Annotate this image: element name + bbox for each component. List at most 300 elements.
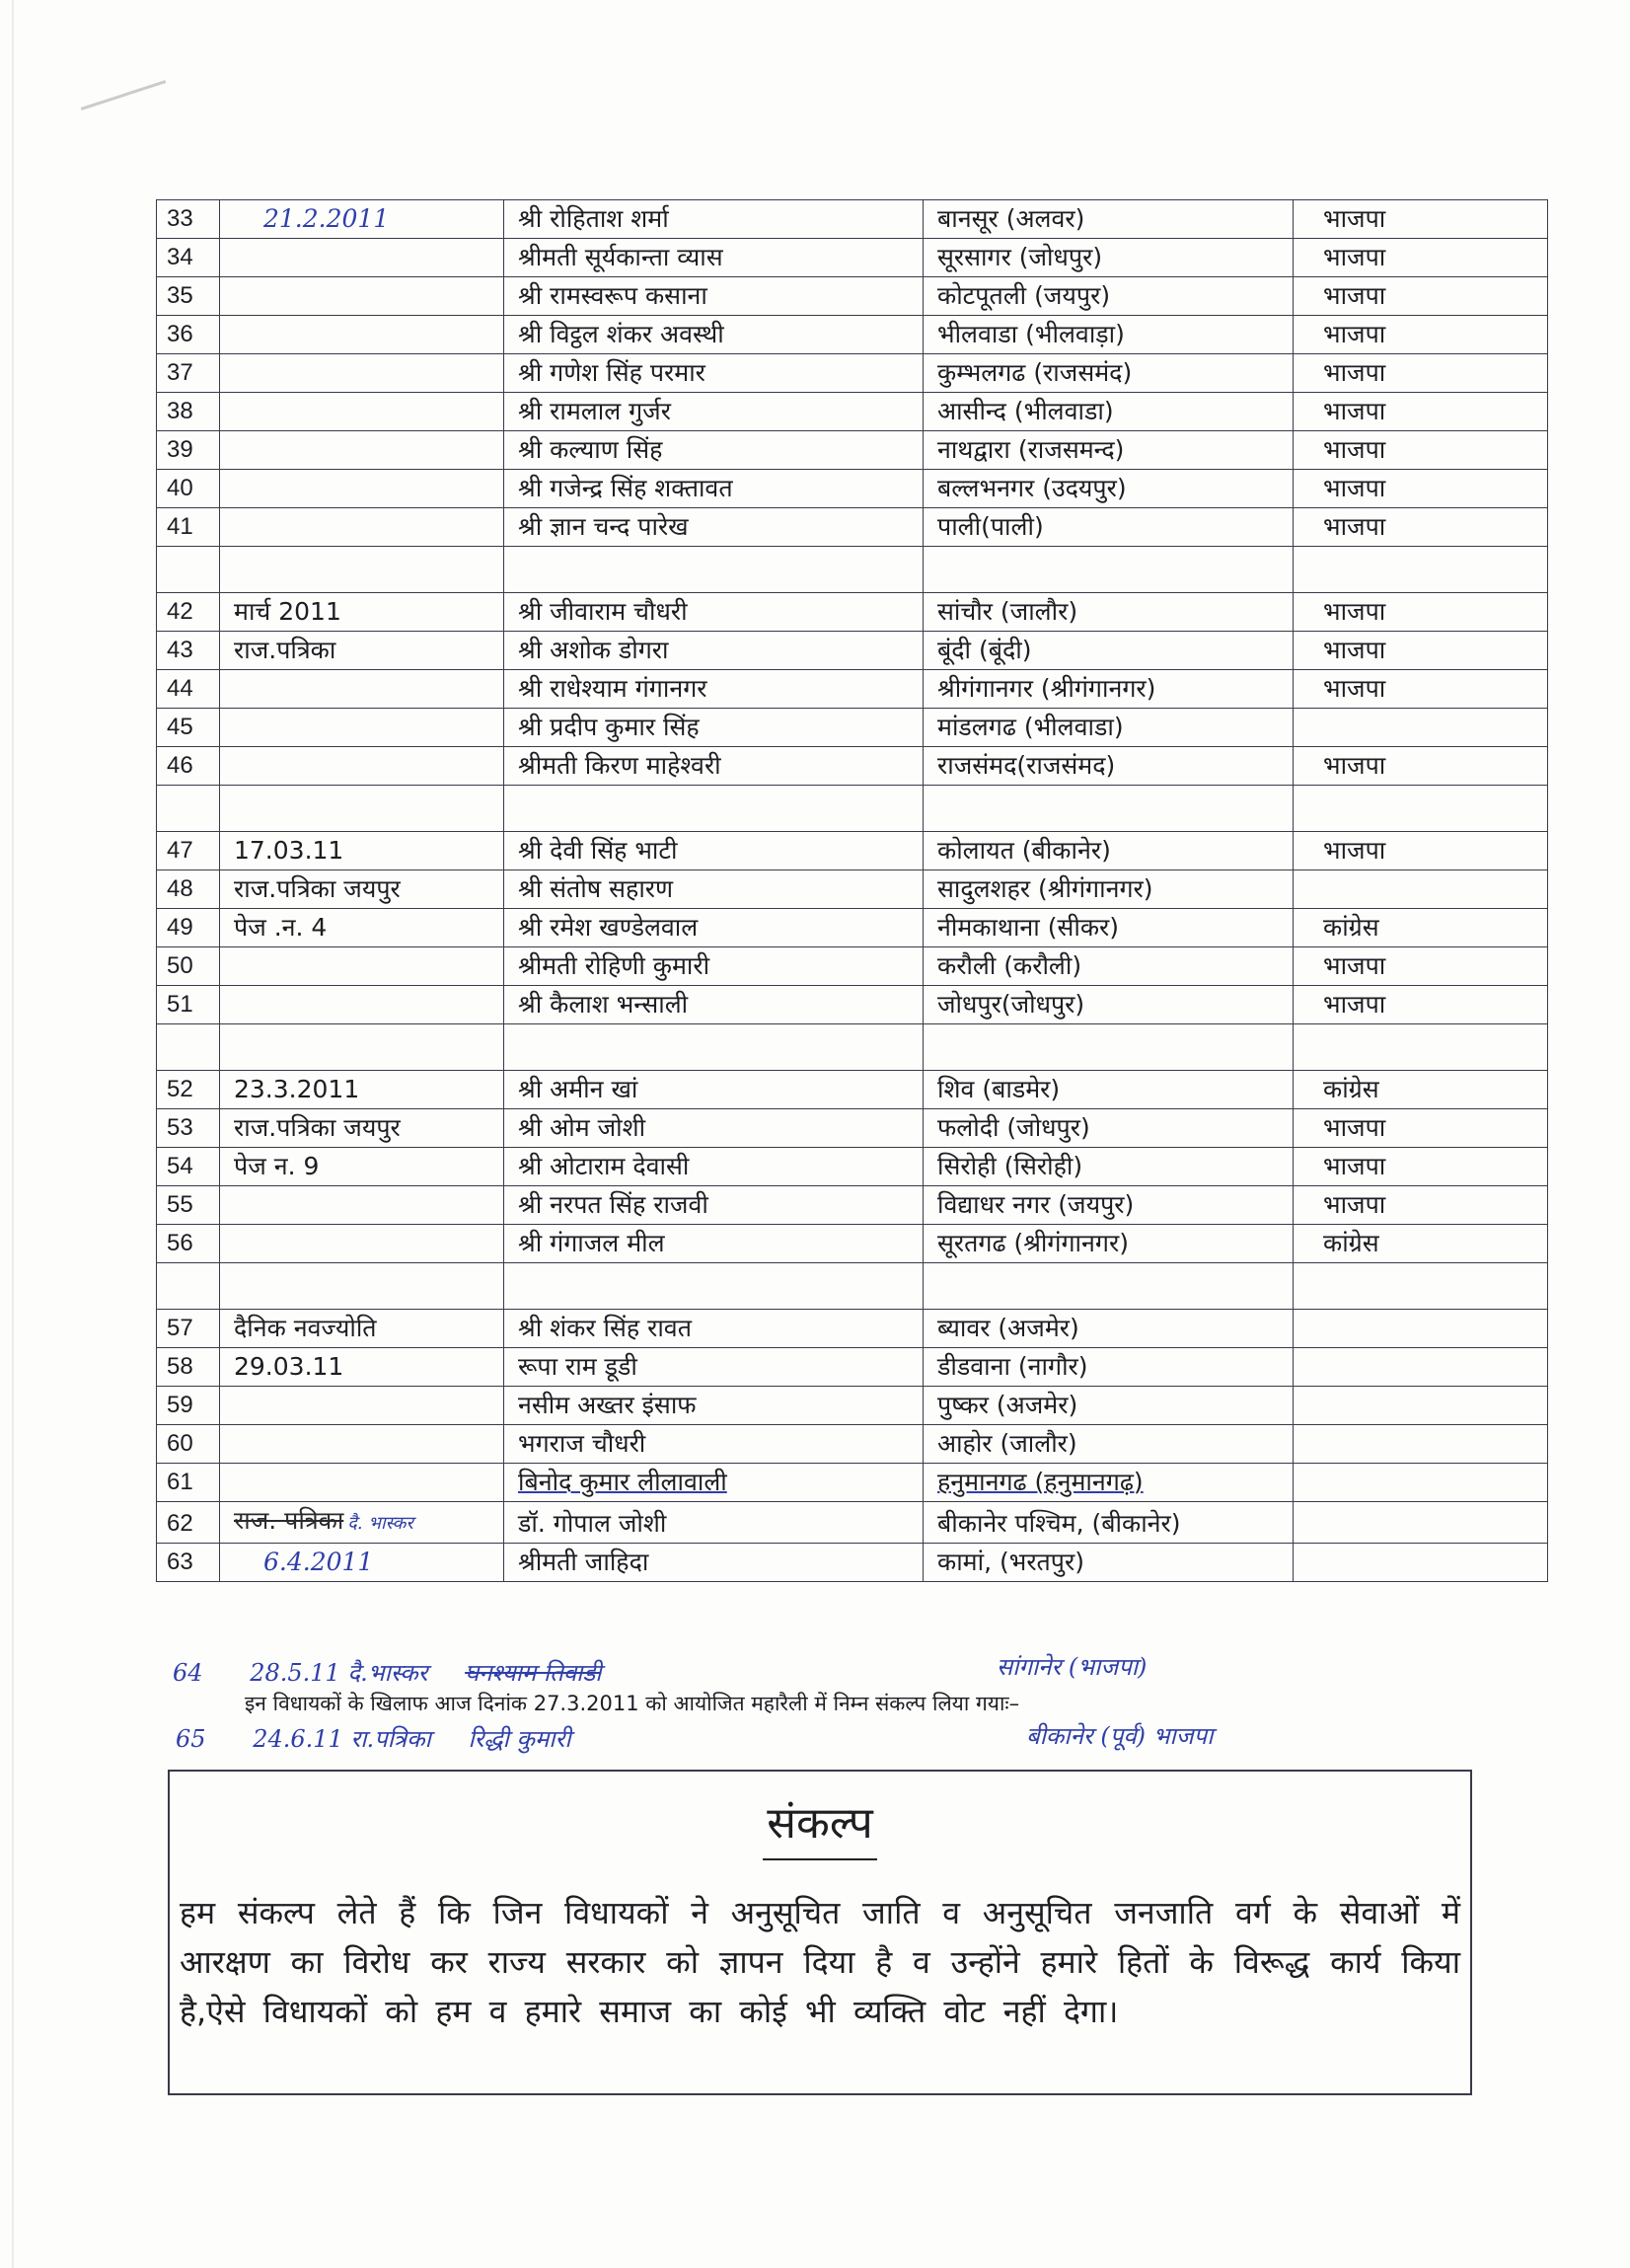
constituency-cell-text: भीलवाडा (भीलवाड़ा) [937, 320, 1125, 348]
serial-number-cell-text: 61 [167, 1469, 193, 1495]
party-cell [1294, 632, 1548, 670]
mla-name-cell-text: श्री गजेन्द्र सिंह शक्तावत [518, 474, 733, 502]
party-cell [1294, 277, 1548, 316]
table-row [157, 1310, 1548, 1348]
mla-name-cell [504, 870, 924, 909]
mla-name-cell-text: श्री कल्याण सिंह [518, 435, 663, 464]
constituency-cell-text: श्रीगंगानगर (श्रीगंगानगर) [937, 674, 1156, 703]
table-row [157, 1544, 1548, 1582]
source-cell [220, 1425, 504, 1464]
table-row [157, 1464, 1548, 1502]
party-cell-text: भाजपा [1323, 435, 1386, 464]
serial-number-cell-text: 45 [167, 714, 193, 740]
party-cell-text: भाजपा [1323, 990, 1386, 1019]
constituency-cell [924, 316, 1294, 354]
source-cell [220, 200, 504, 239]
source-cell [220, 670, 504, 709]
serial-number-cell [157, 593, 220, 632]
serial-number-cell-text: 62 [167, 1510, 193, 1537]
serial-number-cell [157, 909, 220, 947]
mla-name-cell [504, 393, 924, 431]
mla-name-cell-text: श्री रोहिताश शर्मा [518, 204, 669, 233]
party-cell-text: भाजपा [1323, 674, 1386, 703]
mla-name-cell [504, 747, 924, 786]
constituency-cell [924, 947, 1294, 986]
party-cell [1294, 1464, 1548, 1502]
party-cell [1294, 1544, 1548, 1582]
source-cell-text: राज.पत्रिका जयपुर [234, 1113, 401, 1142]
source-cell-text: पेज न. 9 [234, 1152, 320, 1180]
constituency-cell-text: डीडवाना (नागौर) [937, 1352, 1088, 1381]
party-cell-text: भाजपा [1323, 397, 1386, 425]
party-cell-text: भाजपा [1323, 1113, 1386, 1142]
constituency-cell-text: हनुमानगढ (हनुमानगढ़) [937, 1468, 1144, 1496]
table-row [157, 1148, 1548, 1186]
constituency-cell-text: आसीन्द (भीलवाडा) [937, 397, 1114, 425]
constituency-cell-text: नाथद्वारा (राजसमन्द) [937, 435, 1125, 464]
party-cell-text: भाजपा [1323, 204, 1386, 233]
table-row [157, 1502, 1548, 1544]
party-cell [1294, 1348, 1548, 1387]
constituency-cell [924, 1148, 1294, 1186]
serial-number-cell-text: 52 [167, 1076, 193, 1102]
empty-cell [220, 786, 504, 832]
constituency-cell [924, 431, 1294, 470]
mla-name-cell-text: श्री कैलाश भन्साली [518, 990, 689, 1019]
serial-number-cell-text: 34 [167, 244, 193, 270]
constituency-cell [924, 1502, 1294, 1544]
mla-name-cell-text: श्री देवी सिंह भाटी [518, 836, 678, 865]
party-cell-text: कांग्रेस [1323, 913, 1379, 942]
party-cell-text: भाजपा [1323, 474, 1386, 502]
mla-name-cell [504, 508, 924, 547]
serial-number-cell [157, 431, 220, 470]
serial-number-cell [157, 1387, 220, 1425]
source-cell [220, 277, 504, 316]
source-cell [220, 1071, 504, 1109]
serial-number-cell [157, 508, 220, 547]
source-correction-note: दै. भास्कर [347, 1513, 413, 1534]
mla-name-cell-text: श्री गंगाजल मील [518, 1229, 665, 1257]
table-row [157, 747, 1548, 786]
mla-name-cell-text: श्रीमती सूर्यकान्ता व्यास [518, 243, 723, 271]
serial-number-cell-text: 42 [167, 598, 193, 625]
table-row [157, 632, 1548, 670]
mla-name-cell [504, 1544, 924, 1582]
source-cell [220, 1225, 504, 1263]
mla-name-cell-text: श्रीमती जाहिदा [518, 1548, 649, 1576]
mla-name-cell [504, 1348, 924, 1387]
serial-number-cell-text: 40 [167, 475, 193, 501]
party-cell-text: भाजपा [1323, 512, 1386, 541]
source-cell [220, 1310, 504, 1348]
constituency-cell-text: कोटपूतली (जयपुर) [937, 281, 1111, 310]
serial-number-cell-text: 46 [167, 752, 193, 779]
serial-number-cell [157, 470, 220, 508]
serial-number-cell-text: 43 [167, 637, 193, 663]
serial-number-cell [157, 316, 220, 354]
empty-cell [157, 1263, 220, 1310]
party-cell [1294, 470, 1548, 508]
handwritten-entry-64 [173, 1656, 601, 1689]
party-cell [1294, 1502, 1548, 1544]
party-cell [1294, 1109, 1548, 1148]
empty-cell [220, 1263, 504, 1310]
constituency-cell-text: कुम्भलगढ (राजसमंद) [937, 358, 1133, 387]
mla-name-cell-text: श्री नरपत सिंह राजवी [518, 1190, 708, 1219]
serial-number-cell [157, 1310, 220, 1348]
source-cell [220, 947, 504, 986]
source-cell-text: राज.पत्रिका [234, 636, 336, 664]
constituency-cell-text: सादुलशहर (श्रीगंगानगर) [937, 874, 1153, 903]
source-cell [220, 986, 504, 1024]
serial-number-cell [157, 1464, 220, 1502]
mla-name-cell [504, 909, 924, 947]
constituency-cell [924, 1348, 1294, 1387]
serial-number-cell [157, 632, 220, 670]
party-cell [1294, 593, 1548, 632]
party-cell-text: भाजपा [1323, 1152, 1386, 1180]
table-row [157, 508, 1548, 547]
intro-line: इन विधायकों के खिलाफ आज दिनांक 27.3.2011 को आयोजित महारैली में निम्न संकल्प लिया गयाः– [245, 1692, 1020, 1715]
table-row [157, 1071, 1548, 1109]
table-row [157, 1348, 1548, 1387]
empty-cell [1294, 547, 1548, 593]
mla-name-cell [504, 316, 924, 354]
table-row [157, 986, 1548, 1024]
table-spacer-row [157, 786, 1548, 832]
serial-number-cell-text: 44 [167, 675, 193, 702]
resolution-title-text: संकल्प [763, 1791, 876, 1860]
serial-number-cell-text: 39 [167, 436, 193, 463]
mla-name-cell-text: श्री अशोक डोगरा [518, 636, 669, 664]
table-row [157, 870, 1548, 909]
mla-name-cell-text: श्री गणेश सिंह परमार [518, 358, 705, 387]
party-cell [1294, 1310, 1548, 1348]
party-cell [1294, 1387, 1548, 1425]
constituency-cell [924, 239, 1294, 277]
party-cell [1294, 832, 1548, 870]
serial-number-cell [157, 239, 220, 277]
scan-edge [12, 0, 14, 2268]
handwritten-entry-64-constituency: सांगानेर (भाजपा) [997, 1653, 1148, 1681]
mla-name-cell [504, 1148, 924, 1186]
source-cell-text: पेज .न. 4 [234, 913, 328, 942]
serial-number-cell-text: 60 [167, 1430, 193, 1457]
constituency-cell [924, 1186, 1294, 1225]
serial-number-cell [157, 1544, 220, 1582]
source-cell [220, 431, 504, 470]
party-cell [1294, 316, 1548, 354]
party-cell-text: भाजपा [1323, 597, 1386, 626]
source-cell-text: 23.3.2011 [234, 1075, 360, 1103]
party-cell-text: भाजपा [1323, 243, 1386, 271]
constituency-cell-text: पाली(पाली) [937, 512, 1044, 541]
party-cell [1294, 670, 1548, 709]
serial-number-cell-text: 63 [167, 1549, 193, 1575]
party-cell-text: भाजपा [1323, 751, 1386, 780]
constituency-cell [924, 1464, 1294, 1502]
source-cell [220, 508, 504, 547]
constituency-cell-text: बानसूर (अलवर) [937, 204, 1085, 233]
serial-number-cell-text: 59 [167, 1392, 193, 1418]
table-row [157, 1109, 1548, 1148]
serial-number-cell [157, 832, 220, 870]
mla-name-cell-text: नसीम अख्तर इंसाफ [518, 1391, 697, 1419]
source-cell [220, 1348, 504, 1387]
mla-name-cell [504, 1109, 924, 1148]
table-row [157, 1225, 1548, 1263]
mla-table-body [157, 200, 1548, 1582]
handwritten-entry-name: रिद्धी कुमारी [468, 1725, 571, 1753]
table-row [157, 670, 1548, 709]
constituency-cell [924, 870, 1294, 909]
party-cell [1294, 200, 1548, 239]
constituency-cell [924, 354, 1294, 393]
source-cell-text: 17.03.11 [234, 836, 344, 865]
empty-cell [1294, 786, 1548, 832]
empty-cell [924, 1024, 1294, 1071]
source-cell [220, 870, 504, 909]
constituency-cell [924, 986, 1294, 1024]
table-row [157, 277, 1548, 316]
source-cell [220, 316, 504, 354]
mla-name-cell-text: भगराज चौधरी [518, 1429, 646, 1458]
constituency-cell [924, 832, 1294, 870]
table-spacer-row [157, 1263, 1548, 1310]
stray-pen-mark [81, 80, 167, 111]
source-cell-text: राज. पत्रिका [234, 1506, 344, 1535]
table-row [157, 200, 1548, 239]
mla-name-cell-text: श्री संतोष सहारण [518, 874, 674, 903]
serial-number-cell [157, 747, 220, 786]
constituency-cell [924, 1387, 1294, 1425]
mla-name-cell [504, 593, 924, 632]
constituency-cell-text: करौली (करौली) [937, 951, 1082, 980]
serial-number-cell [157, 354, 220, 393]
mla-name-cell [504, 354, 924, 393]
party-cell-text: भाजपा [1323, 1190, 1386, 1219]
mla-name-cell-text: श्री विट्ठल शंकर अवस्थी [518, 320, 724, 348]
constituency-cell [924, 1310, 1294, 1348]
serial-number-cell-text: 55 [167, 1191, 193, 1218]
party-cell [1294, 239, 1548, 277]
serial-number-cell [157, 1425, 220, 1464]
mla-name-cell-text: श्री रामलाल गुर्जर [518, 397, 671, 425]
table-row [157, 393, 1548, 431]
empty-cell [504, 547, 924, 593]
source-cell [220, 1544, 504, 1582]
serial-number-cell [157, 200, 220, 239]
source-cell [220, 632, 504, 670]
source-cell [220, 709, 504, 747]
mla-name-cell-text: श्री प्रदीप कुमार सिंह [518, 713, 700, 741]
serial-number-cell [157, 277, 220, 316]
source-cell [220, 747, 504, 786]
constituency-cell-text: बूंदी (बूंदी) [937, 636, 1032, 664]
constituency-cell-text: सूरतगढ (श्रीगंगानगर) [937, 1229, 1129, 1257]
empty-cell [220, 547, 504, 593]
mla-name-cell-text: श्री शंकर सिंह रावत [518, 1314, 692, 1342]
constituency-cell-text: कामां, (भरतपुर) [937, 1548, 1084, 1576]
mla-name-cell [504, 1225, 924, 1263]
constituency-cell-text: राजसंमद(राजसंमद) [937, 751, 1116, 780]
party-cell [1294, 393, 1548, 431]
mla-name-cell-text: रूपा राम डूडी [518, 1352, 637, 1381]
serial-number-cell-text: 50 [167, 952, 193, 979]
source-cell [220, 832, 504, 870]
empty-cell [1294, 1024, 1548, 1071]
mla-list-table [156, 199, 1548, 1582]
mla-name-cell [504, 1387, 924, 1425]
constituency-cell [924, 1225, 1294, 1263]
party-cell [1294, 947, 1548, 986]
constituency-cell [924, 277, 1294, 316]
party-cell [1294, 909, 1548, 947]
source-cell [220, 1502, 504, 1544]
source-cell [220, 393, 504, 431]
mla-name-cell [504, 200, 924, 239]
serial-number-cell-text: 47 [167, 837, 193, 864]
mla-name-cell [504, 1502, 924, 1544]
party-cell [1294, 354, 1548, 393]
mla-name-cell-text: श्री ज्ञान चन्द पारेख [518, 512, 689, 541]
mla-name-cell [504, 670, 924, 709]
serial-number-cell [157, 1148, 220, 1186]
party-cell [1294, 986, 1548, 1024]
empty-cell [504, 786, 924, 832]
serial-number-cell-text: 54 [167, 1153, 193, 1179]
handwritten-entry-no: 65 [176, 1725, 206, 1753]
serial-number-cell-text: 41 [167, 513, 193, 540]
constituency-cell-text: आहोर (जालौर) [937, 1429, 1077, 1458]
empty-cell [1294, 1263, 1548, 1310]
mla-name-cell [504, 470, 924, 508]
mla-name-cell-text: श्री रमेश खण्डेलवाल [518, 913, 699, 942]
constituency-cell-text: सिरोही (सिरोही) [937, 1152, 1083, 1180]
mla-name-cell [504, 239, 924, 277]
constituency-cell [924, 470, 1294, 508]
serial-number-cell-text: 51 [167, 991, 193, 1018]
serial-number-cell-text: 33 [167, 205, 193, 232]
constituency-cell-text: सांचौर (जालौर) [937, 597, 1078, 626]
constituency-cell [924, 709, 1294, 747]
source-cell-text: दैनिक नवज्योति [234, 1314, 377, 1342]
party-cell [1294, 1071, 1548, 1109]
constituency-cell [924, 393, 1294, 431]
mla-name-cell [504, 431, 924, 470]
serial-number-cell-text: 56 [167, 1230, 193, 1256]
table-row [157, 1425, 1548, 1464]
constituency-cell-text: फलोदी (जोधपुर) [937, 1113, 1090, 1142]
source-cell [220, 909, 504, 947]
empty-cell [157, 786, 220, 832]
mla-name-cell-text: श्री राधेश्याम गंगानगर [518, 674, 707, 703]
empty-cell [924, 786, 1294, 832]
table-row [157, 593, 1548, 632]
serial-number-cell-text: 35 [167, 282, 193, 309]
serial-number-cell-text: 37 [167, 359, 193, 386]
mla-name-cell [504, 1464, 924, 1502]
constituency-cell-text: नीमकाथाना (सीकर) [937, 913, 1120, 942]
serial-number-cell [157, 709, 220, 747]
party-cell-text: भाजपा [1323, 951, 1386, 980]
party-cell-text: भाजपा [1323, 358, 1386, 387]
mla-name-cell [504, 947, 924, 986]
constituency-cell [924, 508, 1294, 547]
table-row [157, 1387, 1548, 1425]
party-cell [1294, 508, 1548, 547]
serial-number-cell-text: 58 [167, 1353, 193, 1380]
resolution-title [170, 1791, 1470, 1860]
table-spacer-row [157, 1024, 1548, 1071]
resolution-box [168, 1770, 1472, 2095]
serial-number-cell-text: 36 [167, 321, 193, 347]
constituency-cell [924, 593, 1294, 632]
mla-name-cell-text: श्री अमीन खां [518, 1075, 638, 1103]
party-cell-text: भाजपा [1323, 836, 1386, 865]
empty-cell [504, 1263, 924, 1310]
party-cell [1294, 747, 1548, 786]
serial-number-cell [157, 1225, 220, 1263]
serial-number-cell-text: 53 [167, 1114, 193, 1141]
table-row [157, 709, 1548, 747]
table-row [157, 832, 1548, 870]
mla-name-cell [504, 632, 924, 670]
source-cell-text: मार्च 2011 [234, 597, 341, 626]
constituency-cell [924, 670, 1294, 709]
handwritten-entry-no: 64 [173, 1659, 203, 1687]
table-row [157, 909, 1548, 947]
mla-name-cell-text: श्रीमती रोहिणी कुमारी [518, 951, 710, 980]
source-cell-text: 29.03.11 [234, 1352, 344, 1381]
serial-number-cell [157, 1502, 220, 1544]
constituency-cell [924, 200, 1294, 239]
constituency-cell [924, 909, 1294, 947]
mla-name-cell-text: श्री रामस्वरूप कसाना [518, 281, 707, 310]
mla-name-cell [504, 1071, 924, 1109]
constituency-cell-text: सूरसागर (जोधपुर) [937, 243, 1103, 271]
serial-number-cell [157, 947, 220, 986]
source-cell [220, 239, 504, 277]
mla-name-cell [504, 709, 924, 747]
empty-cell [157, 547, 220, 593]
party-cell-text: कांग्रेस [1323, 1229, 1379, 1257]
constituency-cell-text: ब्यावर (अजमेर) [937, 1314, 1079, 1342]
constituency-cell-text: कोलायत (बीकानेर) [937, 836, 1111, 865]
mla-name-cell [504, 1425, 924, 1464]
mla-name-cell-text: श्री ओटाराम देवासी [518, 1152, 690, 1180]
handwritten-entry-source: 28.5.11 दै.भास्कर [250, 1659, 428, 1687]
empty-cell [157, 1024, 220, 1071]
source-cell-text: राज.पत्रिका जयपुर [234, 874, 401, 903]
source-cell [220, 354, 504, 393]
constituency-cell [924, 1109, 1294, 1148]
table-row [157, 316, 1548, 354]
table-row [157, 1186, 1548, 1225]
constituency-cell-text: बीकानेर पश्चिम, (बीकानेर) [937, 1509, 1181, 1538]
source-cell [220, 1186, 504, 1225]
mla-name-cell-text: श्रीमती किरण माहेश्वरी [518, 751, 721, 780]
table-row [157, 354, 1548, 393]
constituency-cell-text: बल्लभनगर (उदयपुर) [937, 474, 1127, 502]
mla-name-cell-text: श्री ओम जोशी [518, 1113, 646, 1142]
serial-number-cell [157, 870, 220, 909]
mla-name-cell [504, 1186, 924, 1225]
constituency-cell-text: मांडलगढ (भीलवाडा) [937, 713, 1124, 741]
mla-name-cell [504, 1310, 924, 1348]
serial-number-cell-text: 38 [167, 398, 193, 424]
